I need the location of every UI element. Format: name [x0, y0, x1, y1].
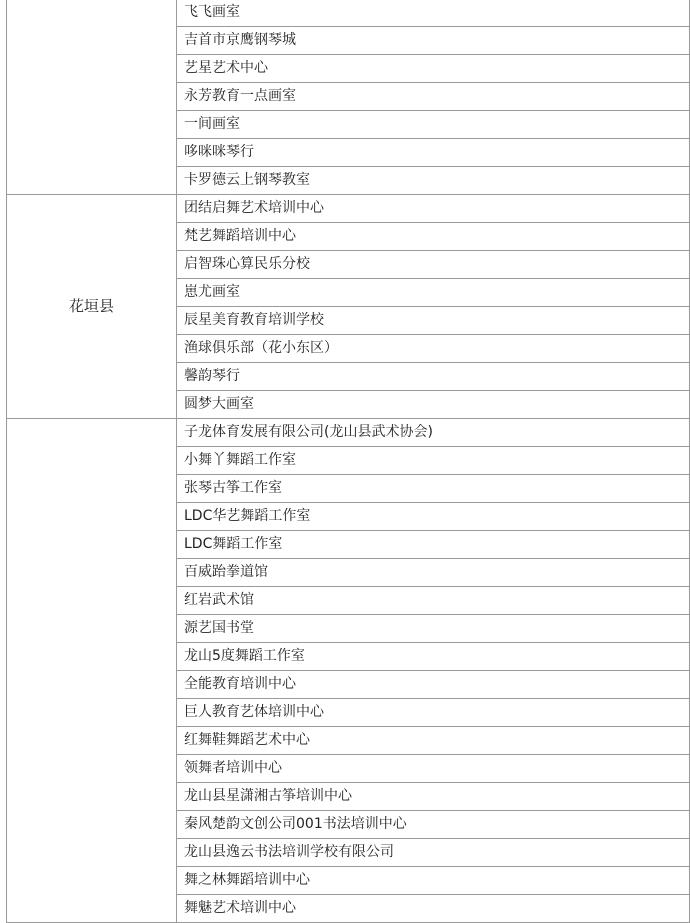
institution-name-cell: 百威跆拳道馆: [177, 559, 690, 587]
institution-name-cell: 红舞鞋舞蹈艺术中心: [177, 727, 690, 755]
institution-name-cell: 辰星美育教育培训学校: [177, 307, 690, 335]
institution-name-cell: 馨韵琴行: [177, 363, 690, 391]
institution-table: [6, 0, 690, 923]
county-cell: [7, 419, 177, 923]
institution-name-cell: 龙山5度舞蹈工作室: [177, 643, 690, 671]
institution-name-cell: 源艺国书堂: [177, 615, 690, 643]
institution-name-cell: 永芳教育一点画室: [177, 83, 690, 111]
institution-name-cell: 启智珠心算民乐分校: [177, 251, 690, 279]
institution-name-cell: LDC舞蹈工作室: [177, 531, 690, 559]
table-row: [7, 195, 690, 223]
institution-name-cell: 领舞者培训中心: [177, 755, 690, 783]
institution-name-cell: 龙山县星潇湘古筝培训中心: [177, 783, 690, 811]
institution-name-cell: 龙山县逸云书法培训学校有限公司: [177, 839, 690, 867]
institution-name-cell: 梵艺舞蹈培训中心: [177, 223, 690, 251]
institution-name-cell: 圆梦大画室: [177, 391, 690, 419]
institution-name-cell: 舞魅艺术培训中心: [177, 895, 690, 923]
institution-name-cell: 崽尤画室: [177, 279, 690, 307]
institution-name-cell: 哆咪咪琴行: [177, 139, 690, 167]
institution-name-cell: 全能教育培训中心: [177, 671, 690, 699]
institution-name-cell: 卡罗德云上钢琴教室: [177, 167, 690, 195]
institution-name-cell: 巨人教育艺体培训中心: [177, 699, 690, 727]
institution-name-cell: LDC华艺舞蹈工作室: [177, 503, 690, 531]
institution-name-cell: 小舞丫舞蹈工作室: [177, 447, 690, 475]
institution-name-cell: 艺星艺术中心: [177, 55, 690, 83]
county-cell: 花垣县: [7, 195, 177, 419]
institution-name-cell: 子龙体育发展有限公司(龙山县武术协会): [177, 419, 690, 447]
institution-name-cell: 红岩武术馆: [177, 587, 690, 615]
institution-name-cell: 舞之林舞蹈培训中心: [177, 867, 690, 895]
institution-name-cell: 秦风楚韵文创公司001书法培训中心: [177, 811, 690, 839]
institution-name-cell: 飞飞画室: [177, 0, 690, 27]
table-body: [7, 0, 690, 923]
institution-name-cell: 渔球俱乐部（花小东区）: [177, 335, 690, 363]
institution-name-cell: 吉首市京鹰钢琴城: [177, 27, 690, 55]
table-row: [7, 419, 690, 447]
table-row: [7, 0, 690, 27]
institution-name-cell: 一间画室: [177, 111, 690, 139]
institution-name-cell: 团结启舞艺术培训中心: [177, 195, 690, 223]
institution-name-cell: 张琴古筝工作室: [177, 475, 690, 503]
county-cell: [7, 0, 177, 195]
